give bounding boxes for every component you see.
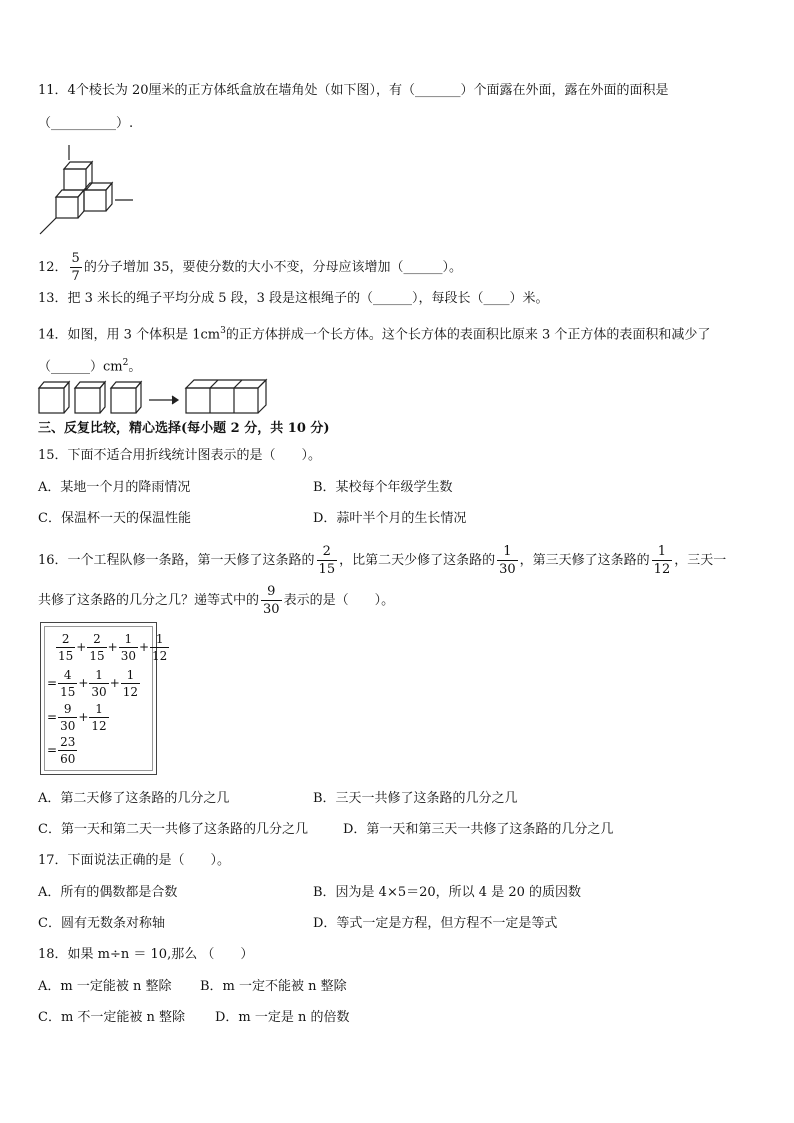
- calculation-box: [40, 622, 168, 775]
- fraction: $\frac{2}{15}$: [58, 632, 74, 663]
- fraction: $\frac{23}{60}$: [60, 735, 76, 766]
- q15-option-b[interactable]: B．某校每个年级学生数: [313, 480, 453, 495]
- cubes-join-figure: [36, 378, 271, 416]
- fraction: $\frac{1}{12}$: [122, 668, 139, 699]
- q16-line1: 16．一个工程队修一条路，第一天修了这条路的 $\frac{2}{15}$ ，比第二天少修了这条路的 $\frac{1}{30}$ ，第三天修了这条路的 $\frac{1}{12}$ ，三天一: [38, 544, 727, 577]
- fraction: $\frac{9}{30}$: [60, 702, 76, 733]
- q17-option-b[interactable]: B．因为是 4×5＝20，所以 4 是 20 的质因数: [313, 885, 582, 900]
- fraction: $\frac{1}{12}$: [152, 632, 168, 663]
- q18-option-c[interactable]: C．m 不一定能被 n 整除: [38, 1010, 186, 1025]
- q14-blank[interactable]: ______: [51, 359, 91, 375]
- q13: 13．把 3 米长的绳子平均分成 5 段，3 段是这根绳子的（______），每段长（____）米。: [38, 291, 549, 306]
- q11-blank2[interactable]: __________: [51, 116, 117, 131]
- q17-option-a[interactable]: A．所有的偶数都是合数: [38, 885, 178, 900]
- fraction: $\frac{1}{30}$: [499, 544, 516, 577]
- fraction: $\frac{5}{7}$: [71, 251, 80, 284]
- calc-row-4: = $\frac{23}{60}$: [47, 735, 76, 766]
- section-title: 三、反复比较，精心选择(每小题 2 分，共 10 分): [38, 421, 330, 436]
- q11-blank1[interactable]: _______: [415, 83, 461, 98]
- fraction: $\frac{1}{12}$: [653, 544, 671, 577]
- q12-blank[interactable]: ______: [403, 260, 443, 275]
- fraction: $\frac{9}{30}$: [263, 584, 280, 617]
- q14-line2: $(\_\_\_\_\_\_)cm^2$。: [38, 358, 142, 375]
- fraction: $\frac{2}{15}$: [89, 632, 105, 663]
- q13-blank2[interactable]: ____: [483, 291, 510, 306]
- q16-option-c[interactable]: C．第一天和第二天一共修了这条路的几分之几: [38, 822, 308, 837]
- q16-option-d[interactable]: D．第一天和第三天一共修了这条路的几分之几: [343, 822, 614, 837]
- corner-cubes-figure: [38, 142, 138, 237]
- q18-option-d[interactable]: D．m 一定是 n 的倍数: [215, 1010, 350, 1025]
- q11-line1: 11．4个棱长为 20厘米的正方体纸盒放在墙角处（如下图），有（_______）个面露在外面，露在外面的面积是: [38, 83, 669, 98]
- fraction: $\frac{1}{30}$: [120, 632, 136, 663]
- q16-line2: 共修了这条路的几分之几？递等式中的 $\frac{9}{30}$ 表示的是（ ）。: [38, 584, 395, 617]
- fraction: $\frac{4}{15}$: [60, 668, 76, 699]
- q17-stem: 17．下面说法正确的是（ ）。: [38, 853, 231, 868]
- q18-option-b[interactable]: B．m 一定不能被 n 整除: [200, 979, 347, 994]
- q16-option-b[interactable]: B．三天一共修了这条路的几分之几: [313, 791, 518, 806]
- q14-line1: 14．如图，用 3 个体积是 $1cm^3$的正方体拼成一个长方体。这个长方体的表面积比原来 3 个正方体的表面积和减少了: [38, 326, 711, 343]
- q15-option-a[interactable]: A．某地一个月的降雨情况: [38, 480, 191, 495]
- calc-row-2: = $\frac{4}{15}$ + $\frac{1}{30}$ + $\frac{1}{12}$: [47, 668, 139, 699]
- q12: 12． $\frac{5}{7}$ 的分子增加 35，要使分数的大小不变，分母应该增加（______）。: [38, 251, 463, 284]
- q18-option-a[interactable]: A．m 一定能被 n 整除: [38, 979, 172, 994]
- fraction: $\frac{1}{30}$: [91, 668, 107, 699]
- q15-option-c[interactable]: C．保温杯一天的保温性能: [38, 511, 191, 526]
- q11-line2: （__________）.: [38, 116, 134, 131]
- q13-blank1[interactable]: ______: [373, 291, 413, 306]
- calc-row-3: = $\frac{9}{30}$ + $\frac{1}{12}$: [47, 702, 107, 733]
- q17-option-c[interactable]: C．圆有无数条对称轴: [38, 916, 165, 931]
- q18-stem: 18．如果 m÷n ＝ 10,那么 （ ）: [38, 947, 254, 962]
- fraction: $\frac{1}{12}$: [91, 702, 107, 733]
- q17-option-d[interactable]: D．等式一定是方程，但方程不一定是等式: [313, 916, 558, 931]
- q16-option-a[interactable]: A．第二天修了这条路的几分之几: [38, 791, 230, 806]
- calc-row-1: $\frac{2}{15}$ + $\frac{2}{15}$ + $\frac{1}{30}$ + $\frac{1}{12}$: [58, 632, 168, 663]
- q15-stem: 15．下面不适合用折线统计图表示的是（ ）。: [38, 448, 322, 463]
- fraction: $\frac{2}{15}$: [318, 544, 336, 577]
- q15-option-d[interactable]: D．蒜叶半个月的生长情况: [313, 511, 467, 526]
